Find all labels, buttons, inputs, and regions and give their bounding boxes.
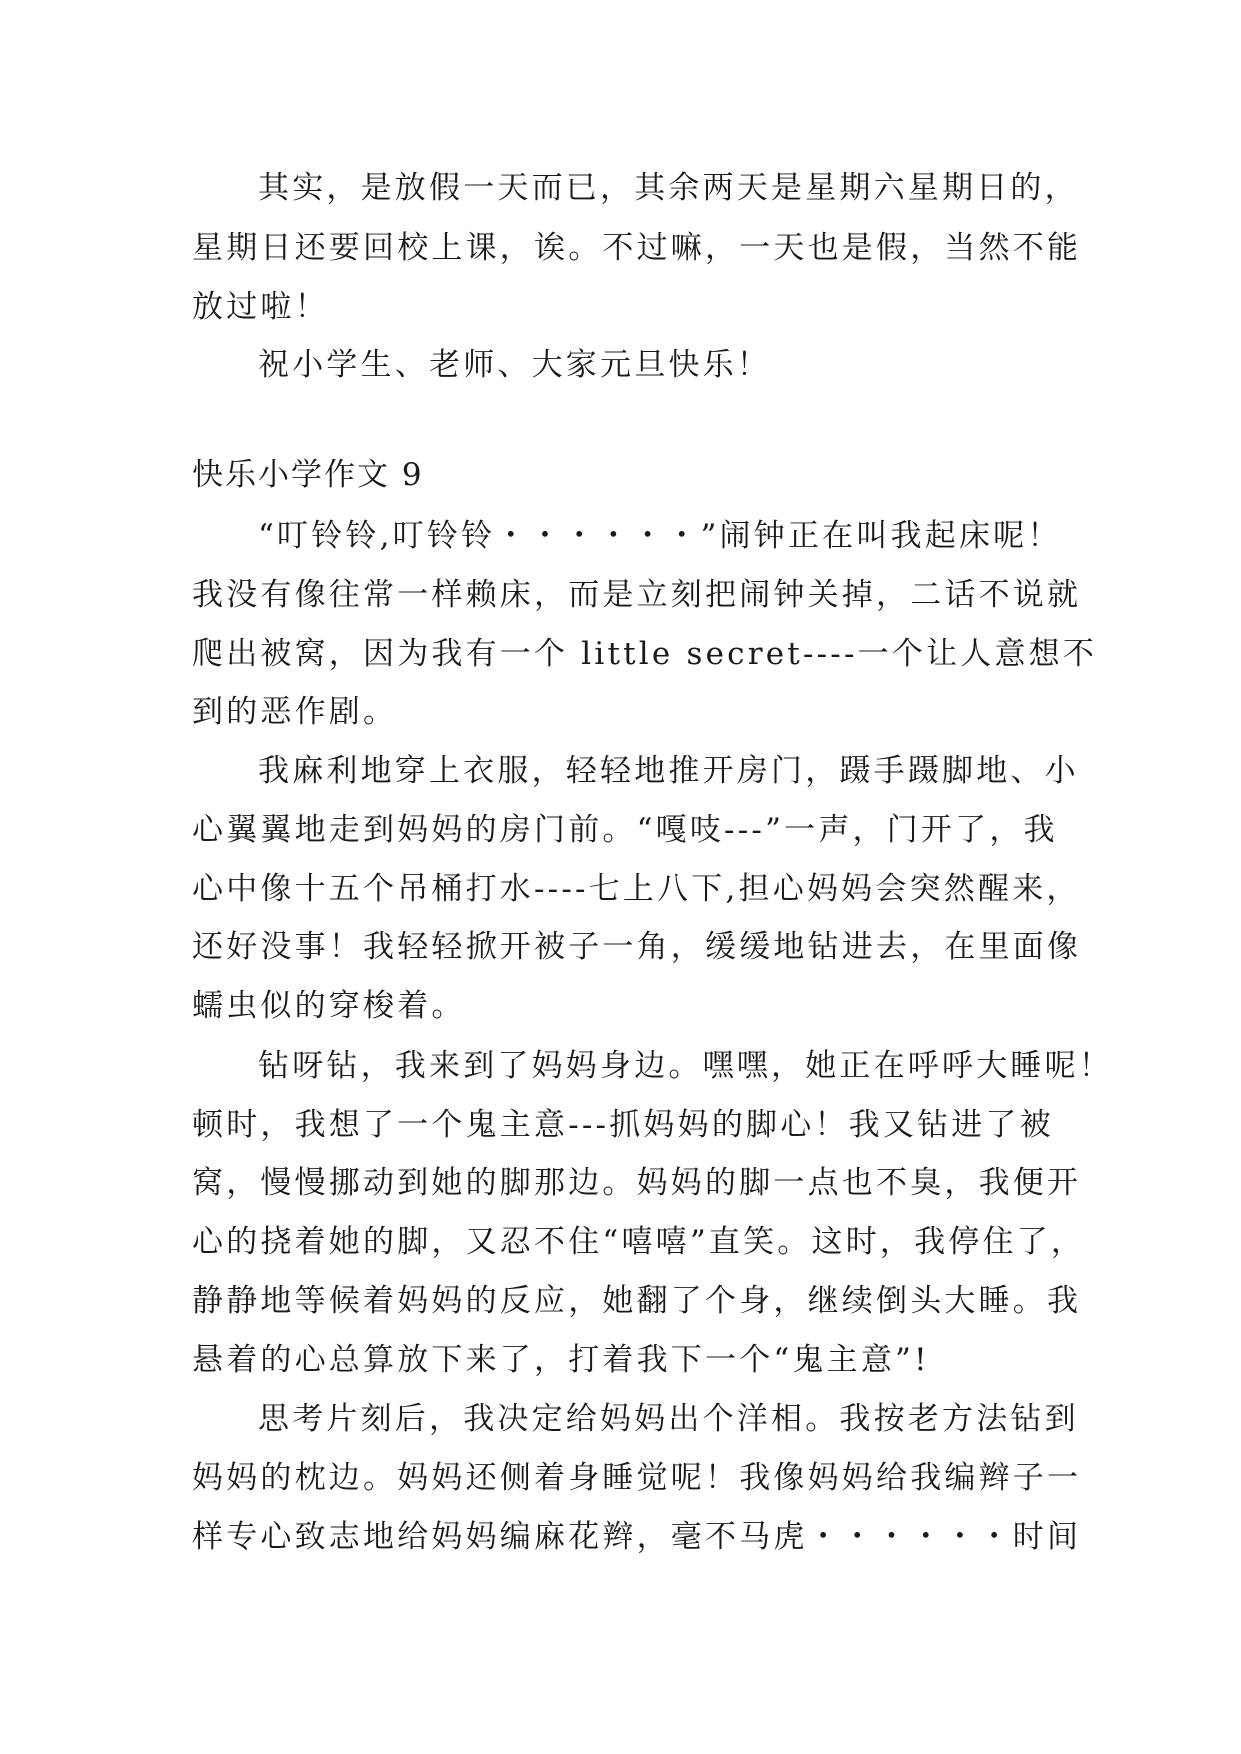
paragraph-line: 我没有像往常一样赖床，而是立刻把闹钟关掉，二话不说就 bbox=[192, 577, 1082, 613]
paragraph-line: 爬出被窝，因为我有一个 little secret----一个让人意想不 bbox=[192, 636, 1098, 672]
paragraph-line: 思考片刻后，我决定给妈妈出个洋相。我按老方法钻到 bbox=[258, 1401, 1079, 1437]
paragraph-line: 悬着的心总算放下来了，打着我下一个“鬼主意”! bbox=[192, 1342, 930, 1378]
paragraph-line: 星期日还要回校上课，诶。不过嘛，一天也是假，当然不能 bbox=[192, 230, 1082, 266]
paragraph-line: 静静地等候着妈妈的反应，她翻了个身，继续倒头大睡。我 bbox=[192, 1283, 1082, 1319]
paragraph-line: 还好没事！我轻轻掀开被子一角，缓缓地钻进去，在里面像 bbox=[192, 929, 1082, 965]
paragraph-line: 样专心致志地给妈妈编麻花辫，毫不马虎・・・・・・时间 bbox=[192, 1519, 1082, 1555]
paragraph-line: 妈妈的枕边。妈妈还侧着身睡觉呢！我像妈妈给我编辫子一 bbox=[192, 1460, 1082, 1496]
paragraph-line: 窝，慢慢挪动到她的脚那边。妈妈的脚一点也不臭，我便开 bbox=[192, 1165, 1082, 1201]
paragraph-line: 钻呀钻，我来到了妈妈身边。嘿嘿，她正在呼呼大睡呢！ bbox=[258, 1048, 1113, 1084]
paragraph-line: 心的挠着她的脚，又忍不住“嘻嘻”直笑。这时，我停住了， bbox=[192, 1224, 1086, 1260]
paragraph-line: 祝小学生、老师、大家元旦快乐！ bbox=[258, 347, 771, 383]
paragraph-line: “叮铃铃,叮铃铃・・・・・・”闹钟正在叫我起床呢！ bbox=[258, 518, 1062, 554]
paragraph-line: 放过啦！ bbox=[192, 289, 329, 325]
paragraph-line: 顿时，我想了一个鬼主意---抓妈妈的脚心！我又钻进了被 bbox=[192, 1107, 1054, 1143]
paragraph-line: 心翼翼地走到妈妈的房门前。“嘎吱---”一声，门开了，我 bbox=[192, 812, 1058, 848]
section-heading: 快乐小学作文 9 bbox=[192, 457, 424, 493]
paragraph-line: 心中像十五个吊桶打水----七上八下,担心妈妈会突然醒来， bbox=[192, 871, 1081, 907]
paragraph-line: 我麻利地穿上衣服，轻轻地推开房门，蹑手蹑脚地、小 bbox=[258, 753, 1079, 789]
paragraph-line: 蠕虫似的穿梭着。 bbox=[192, 988, 466, 1024]
paragraph-line: 到的恶作剧。 bbox=[192, 694, 398, 730]
paragraph-line: 其实，是放假一天而已，其余两天是星期六星期日的， bbox=[258, 170, 1079, 206]
